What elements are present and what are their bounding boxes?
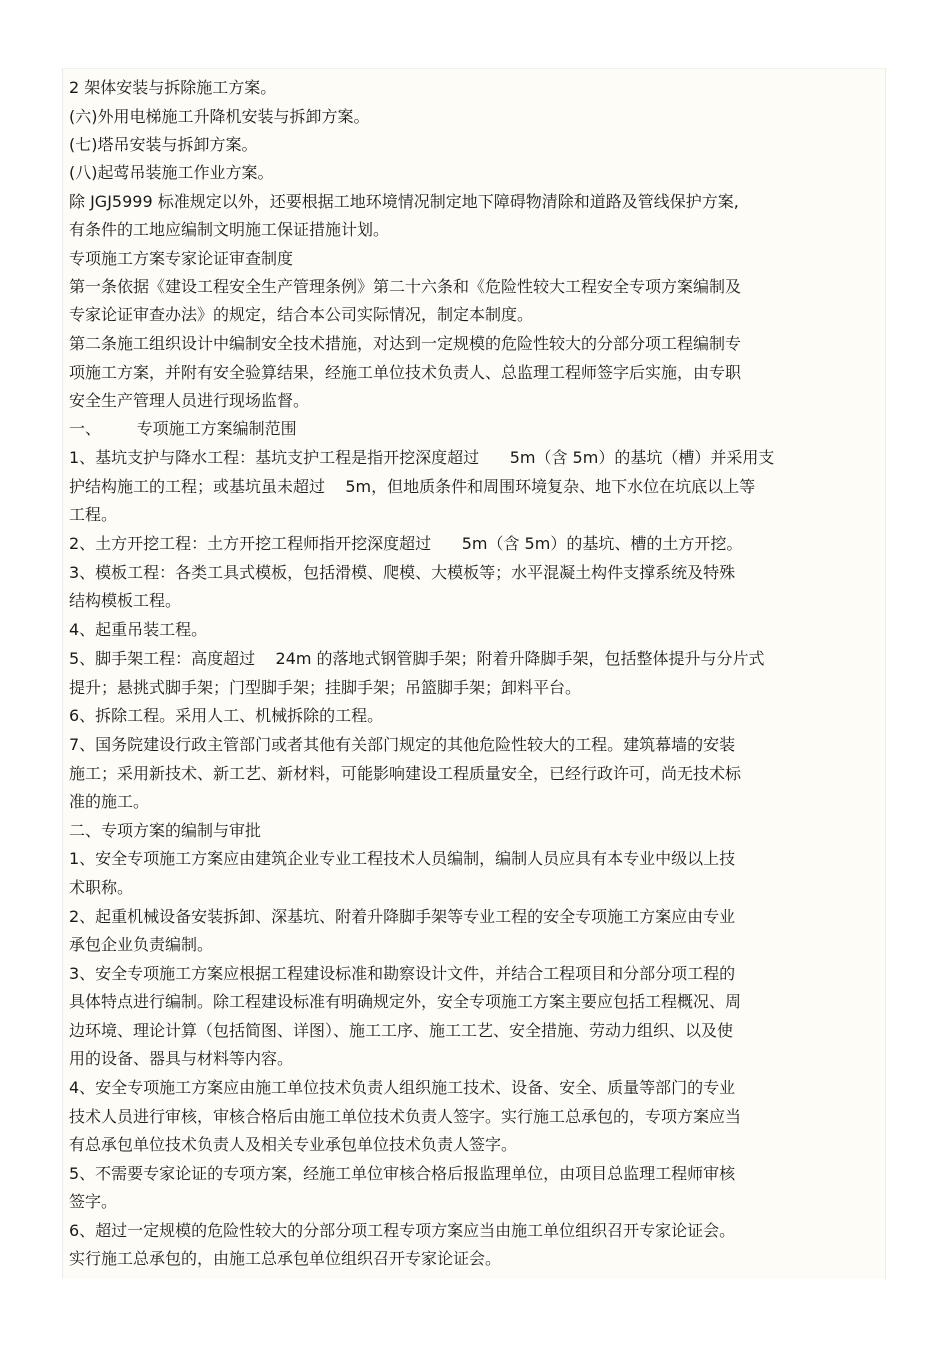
text-line: 第一条依据《建设工程安全生产管理条例》第二十六条和《危险性较大工程安全专项方案编制及 bbox=[69, 277, 742, 296]
text-line: 2 架体安装与拆除施工方案。 bbox=[69, 78, 277, 97]
text-line: 2、土方开挖工程：土方开挖工程师指开挖深度超过 5m（含 5m）的基坑、槽的土方开挖。 bbox=[69, 534, 743, 553]
text-line: 6、拆除工程。采用人工、机械拆除的工程。 bbox=[69, 706, 384, 725]
text-line: 技术人员进行审核，审核合格后由施工单位技术负责人签字。实行施工总承包的，专项方案应当 bbox=[69, 1107, 742, 1126]
text-line: 7、国务院建设行政主管部门或者其他有关部门规定的其他危险性较大的工程。建筑幕墙的安装 bbox=[69, 735, 736, 754]
text-line: 准的施工。 bbox=[69, 792, 150, 811]
text-line: (六)外用电梯施工升降机安装与拆卸方案。 bbox=[69, 107, 370, 126]
text-line: 有条件的工地应编制文明施工保证措施计划。 bbox=[69, 220, 390, 239]
text-line: 一、 专项施工方案编制范围 bbox=[69, 419, 297, 438]
text-line: 护结构施工的工程；或基坑虽未超过 5m，但地质条件和周围环境复杂、地下水位在坑底以上等 bbox=[69, 477, 756, 496]
text-line: 有总承包单位技术负责人及相关专业承包单位技术负责人签字。 bbox=[69, 1135, 518, 1154]
text-line: 4、安全专项施工方案应由施工单位技术负责人组织施工技术、设备、安全、质量等部门的专业 bbox=[69, 1078, 736, 1097]
text-line: 签字。 bbox=[69, 1192, 118, 1211]
text-line: 实行施工总承包的，由施工总承包单位组织召开专家论证会。 bbox=[69, 1249, 502, 1268]
text-line: 第二条施工组织设计中编制安全技术措施，对达到一定规模的危险性较大的分部分项工程编制专 bbox=[69, 334, 742, 353]
text-line: 5、脚手架工程：高度超过 24m 的落地式钢管脚手架；附着升降脚手架，包括整体提升与分片式 bbox=[69, 649, 765, 668]
document-page bbox=[62, 68, 886, 1279]
text-line: 6、超过一定规模的危险性较大的分部分项工程专项方案应当由施工单位组织召开专家论证会。 bbox=[69, 1221, 736, 1240]
text-line: 提升；悬挑式脚手架；门型脚手架；挂脚手架；吊篮脚手架；卸料平台。 bbox=[69, 678, 582, 697]
text-line: 除 JGJ5999 标准规定以外，还要根据工地环境情况制定地下障碍物清除和道路及管线保护方案, bbox=[69, 192, 739, 211]
text-line: 3、安全专项施工方案应根据工程建设标准和勘察设计文件，并结合工程项目和分部分项工程的 bbox=[69, 964, 736, 983]
text-line: 术职称。 bbox=[69, 878, 134, 897]
text-line: (八)起莺吊装施工作业方案。 bbox=[69, 163, 274, 182]
text-line: 结构模板工程。 bbox=[69, 591, 182, 610]
text-line: 1、基坑支护与降水工程：基坑支护工程是指开挖深度超过 5m（含 5m）的基坑（槽）并采用支 bbox=[69, 448, 775, 467]
text-line: 施工；采用新技术、新工艺、新材料，可能影响建设工程质量安全，已经行政许可，尚无技术标 bbox=[69, 764, 742, 783]
text-line: 项施工方案，并附有安全验算结果，经施工单位技术负责人、总监理工程师签字后实施，由专职 bbox=[69, 363, 742, 382]
text-line: 2、起重机械设备安装拆卸、深基坑、附着升降脚手架等专业工程的安全专项施工方案应由专业 bbox=[69, 907, 736, 926]
text-line: 3、模板工程：各类工具式模板，包括滑模、爬模、大模板等；水平混凝土构件支撑系统及特殊 bbox=[69, 563, 736, 582]
text-line: (七)塔吊安装与拆卸方案。 bbox=[69, 135, 258, 154]
text-line: 安全生产管理人员进行现场监督。 bbox=[69, 391, 310, 410]
text-line: 1、安全专项施工方案应由建筑企业专业工程技术人员编制，编制人员应具有本专业中级以上技 bbox=[69, 849, 736, 868]
text-line: 用的设备、器具与材料等内容。 bbox=[69, 1049, 294, 1068]
text-line: 承包企业负责编制。 bbox=[69, 935, 214, 954]
text-line: 专项施工方案专家论证审查制度 bbox=[69, 249, 294, 268]
text-line: 专家论证审查办法》的规定，结合本公司实际情况，制定本制度。 bbox=[69, 305, 534, 324]
text-line: 工程。 bbox=[69, 505, 118, 524]
text-line: 边环境、理论计算（包括简图、详图）、施工工序、施工工艺、安全措施、劳动力组织、以及使 bbox=[69, 1021, 734, 1040]
text-line: 具体特点进行编制。除工程建设标准有明确规定外，安全专项施工方案主要应包括工程概况、周 bbox=[69, 992, 742, 1011]
text-line: 4、起重吊装工程。 bbox=[69, 620, 208, 639]
text-line: 二、专项方案的编制与审批 bbox=[69, 821, 262, 840]
text-line: 5、不需要专家论证的专项方案，经施工单位审核合格后报监理单位，由项目总监理工程师审核 bbox=[69, 1164, 736, 1183]
